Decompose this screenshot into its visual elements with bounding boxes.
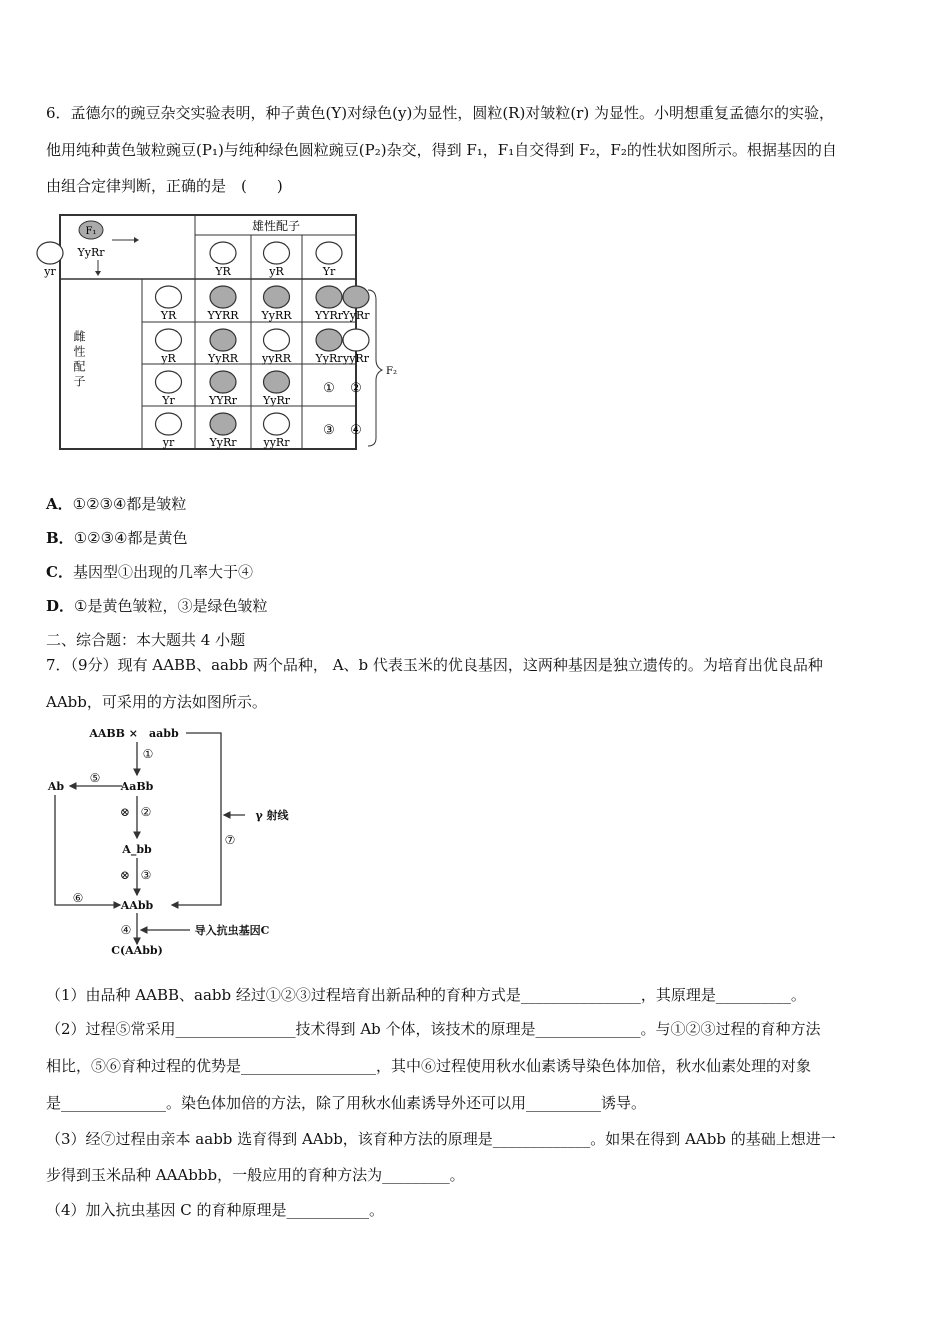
green-seed-icon xyxy=(156,329,182,351)
female-gamete: yr xyxy=(162,436,175,449)
offspring-genotype: YyRr xyxy=(209,436,237,449)
punnett-square-figure xyxy=(44,210,400,455)
q7-line-1: 7．（9分）现有 AABB、aabb 两个品种， A、b 代表玉米的优良基因，这两种基因是独立遗传的。为培育出优良品种 xyxy=(46,656,823,674)
green-seed-icon xyxy=(264,242,290,264)
f2-brace xyxy=(368,290,382,446)
f2-label: F₂ xyxy=(386,366,397,377)
offspring-genotype: YyRR xyxy=(261,309,292,322)
q7-sub-3b: 步得到玉米品种 AAAbbb，一般应用的育种方法为_________。 xyxy=(46,1166,465,1184)
step-3: ③ xyxy=(140,868,152,882)
selfing-symbol: ⊗ xyxy=(119,868,131,882)
male-gametes-header: 雄性配子 xyxy=(251,219,301,233)
green-seed-icon xyxy=(264,329,290,351)
q7-sub-3a: （3）经⑦过程由亲本 aabb 选育得到 AAbb，该育种方法的原理是_____________。如果在得到 AAbb 的基础上想进一 xyxy=(46,1130,836,1148)
ray-label: γ 射线 xyxy=(255,809,289,822)
offspring-genotype: yyRR xyxy=(262,352,291,365)
green-seed-icon xyxy=(37,242,63,264)
q7-sub-2b: 相比，⑤⑥育种过程的优势是__________________，其中⑥过程使用秋水仙素诱导染色体加倍，秋水仙素处理的对象 xyxy=(46,1057,812,1075)
option-key: C． xyxy=(46,563,73,581)
yellow-seed-icon xyxy=(210,286,236,308)
q7-sub-2a: （2）过程⑤常采用________________技术得到 Ab 个体，该技术的原理是______________。与①②③过程的育种方法 xyxy=(46,1020,821,1038)
f1-genotype: YyRr xyxy=(77,246,105,259)
blank-cell-marker: ③ xyxy=(323,423,335,438)
offspring-genotype: YyRr xyxy=(262,394,291,407)
q6-line-3: 由组合定律判断，正确的是 ( ) xyxy=(46,177,283,195)
step-7: ⑦ xyxy=(224,833,236,847)
breeding-flow-diagram xyxy=(40,720,300,960)
yellow-seed-icon xyxy=(264,286,290,308)
option-text: ①②③④都是皱粒 xyxy=(72,495,187,513)
yellow-seed-icon xyxy=(210,413,236,435)
option-text: ①②③④都是黄色 xyxy=(73,529,188,547)
f1-label: F₁ xyxy=(85,226,97,237)
offspring-genotype: YYRr xyxy=(208,394,238,407)
q7-sub-4: （4）加入抗虫基因 C 的育种原理是___________。 xyxy=(46,1201,385,1219)
offspring-genotype: YyRR xyxy=(207,352,239,365)
option-key: B． xyxy=(46,529,74,547)
offspring-genotype: YYRR xyxy=(207,309,239,322)
step-2: ② xyxy=(140,805,152,819)
male-gamete: yR xyxy=(269,265,284,278)
green-seed-icon xyxy=(210,242,236,264)
arrow-head-icon xyxy=(134,237,139,243)
step-4: ④ xyxy=(120,923,132,937)
arrow-head-icon xyxy=(95,271,101,276)
section-heading: 二、综合题：本大题共 4 小题 xyxy=(46,631,246,649)
green-seed-icon xyxy=(316,242,342,264)
q7-line-2: AAbb，可采用的方法如图所示。 xyxy=(46,693,267,711)
green-seed-icon xyxy=(343,329,369,351)
green-seed-icon xyxy=(264,413,290,435)
green-seed-icon xyxy=(156,286,182,308)
yellow-seed-icon xyxy=(316,329,342,351)
option-text: ①是黄色皱粒，③是绿色皱粒 xyxy=(74,597,268,615)
male-gamete: Yr xyxy=(322,265,336,278)
yellow-seed-icon xyxy=(210,329,236,351)
q7-sub-1: （1）由品种 AABB、aabb 经过①②③过程培育出新品种的育种方式是________________，其原理是__________。 xyxy=(46,986,806,1004)
q7-sub-2c: 是______________。染色体加倍的方法，除了用秋水仙素诱导外还可以用__________诱导。 xyxy=(46,1094,647,1112)
parents-label: AABB × aabb xyxy=(89,727,179,740)
offspring-genotype: YyRr xyxy=(342,309,370,322)
option-c[interactable] xyxy=(46,562,253,582)
yellow-seed-icon xyxy=(343,286,369,308)
step-5: ⑤ xyxy=(89,771,101,785)
final-label: C(AAbb) xyxy=(111,944,163,957)
blank-cell-marker: ① xyxy=(323,381,335,396)
blank-cell-marker: ④ xyxy=(350,423,362,438)
female-gametes-header: 雌性配子 xyxy=(72,330,86,390)
offspring-genotype: yyRr xyxy=(263,436,290,449)
arrow-6 xyxy=(55,795,120,905)
f2-label: A_bb xyxy=(122,843,152,856)
option-d[interactable] xyxy=(46,596,267,616)
step-1: ① xyxy=(142,747,154,761)
offspring-genotype: YyRr xyxy=(315,352,343,365)
step-6: ⑥ xyxy=(72,891,84,905)
offspring-genotype: YYRr xyxy=(314,309,344,322)
blank-cell-marker: ② xyxy=(350,381,362,396)
male-gamete: yr xyxy=(44,265,56,278)
yellow-seed-icon xyxy=(316,286,342,308)
green-seed-icon xyxy=(156,371,182,393)
male-gamete: YR xyxy=(215,265,231,278)
yellow-seed-icon xyxy=(210,371,236,393)
female-gamete: yR xyxy=(161,352,176,365)
option-a[interactable] xyxy=(46,494,186,514)
selfing-symbol: ⊗ xyxy=(119,805,131,819)
female-gamete: YR xyxy=(160,309,177,322)
arrow-7 xyxy=(172,733,221,905)
option-text: 基因型①出现的几率大于④ xyxy=(72,563,253,581)
female-gamete: Yr xyxy=(162,394,175,407)
gene-label: 导入抗虫基因C xyxy=(194,924,270,937)
q6-line-1: 6．孟德尔的豌豆杂交实验表明，种子黄色(Y)对绿色(y)为显性，圆粒(R)对皱粒(r) 为显性。小明想重复孟德尔的实验， xyxy=(46,104,834,122)
yellow-seed-icon xyxy=(264,371,290,393)
offspring-genotype: yyRr xyxy=(343,352,369,365)
haploid-label: Ab xyxy=(47,780,65,793)
q6-line-2: 他用纯种黄色皱粒豌豆(P₁)与纯种绿色圆粒豌豆(P₂)杂交，得到 F₁，F₁自交得到 F₂，F₂的性状如图所示。根据基因的自 xyxy=(46,141,837,159)
option-key: A． xyxy=(46,495,73,513)
option-key: D． xyxy=(46,597,75,615)
f1-label: AaBb xyxy=(120,780,154,793)
target-label: AAbb xyxy=(120,899,154,912)
green-seed-icon xyxy=(156,413,182,435)
option-b[interactable] xyxy=(46,528,187,548)
